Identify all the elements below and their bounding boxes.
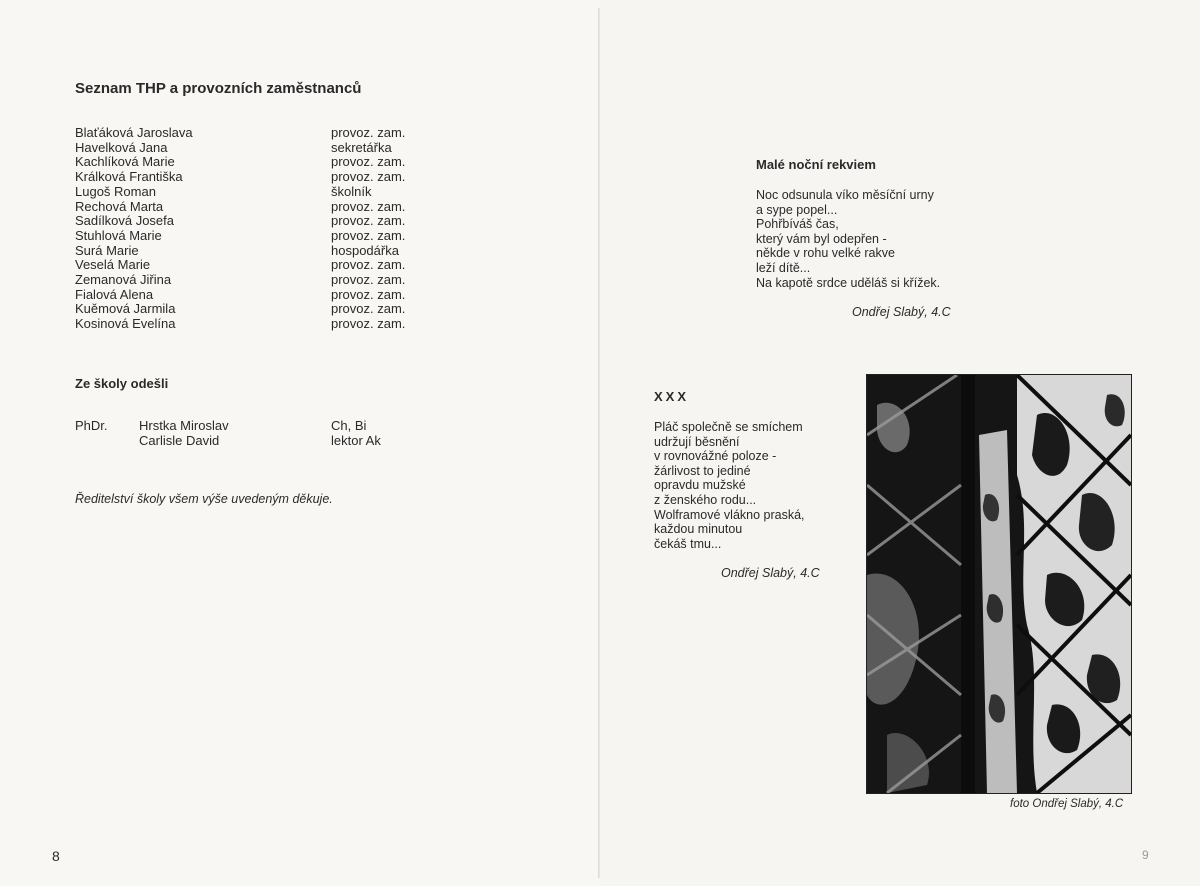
- poem1-title: Malé noční rekviem: [756, 157, 876, 172]
- staff-role: provoz. zam.: [331, 301, 406, 317]
- staff-role: sekretářka: [331, 139, 392, 155]
- poem-line: leží dítě...: [756, 260, 811, 275]
- staff-name: Kosinová Evelína: [75, 316, 176, 332]
- staff-name: Blaťáková Jaroslava: [75, 125, 193, 140]
- poem-line: opravdu mužské: [654, 478, 746, 493]
- poem1-body: [756, 188, 940, 290]
- book-spine: [598, 8, 600, 878]
- staff-role: provoz. zam.: [331, 198, 406, 214]
- poem-line: čekáš tmu...: [654, 536, 722, 551]
- thanks-note: Ředitelství školy všem výše uvedeným děkuje.: [75, 492, 333, 506]
- staff-role: hospodářka: [331, 242, 399, 258]
- poem2-author: Ondřej Slabý, 4.C: [721, 566, 820, 580]
- staff-name: Havelková Jana: [75, 139, 168, 155]
- staff-name: Surá Marie: [75, 242, 139, 258]
- staff-name: Kachlíková Marie: [75, 154, 175, 170]
- poem-line: Pláč společně se smíchem: [654, 420, 803, 434]
- staff-name: Stuhlová Marie: [75, 227, 162, 243]
- poem-line: a sype popel...: [756, 202, 838, 217]
- departed-title: Ze školy odešli: [75, 376, 169, 391]
- poem-line: někde v rohu velké rakve: [756, 246, 895, 261]
- poem-line: Pohřbíváš čas,: [756, 217, 839, 232]
- staff-list-title: Seznam THP a provozních zaměstnanců: [75, 80, 362, 97]
- poem-line: Na kapotě srdce uděláš si křížek.: [756, 275, 941, 290]
- staff-role: provoz. zam.: [331, 125, 406, 140]
- staff-role: provoz. zam.: [331, 169, 406, 185]
- poem-line: žárlivost to jediné: [654, 463, 751, 478]
- departed-subject: Ch, Bi: [331, 418, 367, 433]
- staff-name: Zemanová Jiřina: [75, 272, 172, 288]
- staff-role: provoz. zam.: [331, 213, 406, 229]
- staff-name: Kuěmová Jarmila: [75, 301, 176, 317]
- poem-line: Noc odsunula víko měsíční urny: [756, 188, 934, 202]
- staff-name: Sadílková Josefa: [75, 213, 175, 229]
- departed-subjects: [331, 419, 381, 448]
- staff-role: provoz. zam.: [331, 272, 406, 288]
- poem-line: Wolframové vlákno praská,: [654, 507, 805, 522]
- departed-names: [139, 419, 229, 448]
- poem2-body: [654, 420, 805, 551]
- poem-line: v rovnovážné poloze -: [654, 449, 777, 464]
- staff-name: Králková Františka: [75, 169, 183, 185]
- departed-subject: lektor Ak: [331, 432, 381, 448]
- poem-line: z ženského rodu...: [654, 492, 757, 507]
- staff-name: Veselá Marie: [75, 257, 151, 273]
- poem-line: který vám byl odepřen -: [756, 231, 887, 246]
- poem2-title: XXX: [654, 389, 690, 404]
- staff-names: [75, 126, 193, 332]
- photo-caption: foto Ondřej Slabý, 4.C: [1010, 798, 1124, 810]
- page-number-right: 9: [1142, 848, 1149, 862]
- staff-role: školník: [331, 183, 372, 199]
- page-number-left: 8: [52, 848, 60, 864]
- staff-name: Rechová Marta: [75, 198, 164, 214]
- departed-name: Hrstka Miroslav: [139, 418, 229, 433]
- staff-role: provoz. zam.: [331, 286, 406, 302]
- staff-role: provoz. zam.: [331, 227, 406, 243]
- departed-name: Carlisle David: [139, 432, 220, 448]
- poem1-author: Ondřej Slabý, 4.C: [852, 305, 951, 319]
- bw-photograph: [866, 374, 1132, 794]
- poem-line: každou minutou: [654, 522, 743, 537]
- staff-role: provoz. zam.: [331, 154, 406, 170]
- staff-name: Lugoš Roman: [75, 183, 156, 199]
- staff-role: provoz. zam.: [331, 316, 406, 332]
- departed-prefix: PhDr.: [75, 418, 108, 433]
- staff-role: provoz. zam.: [331, 257, 406, 273]
- staff-roles: [331, 126, 405, 332]
- staff-name: Fialová Alena: [75, 286, 154, 302]
- poem-line: udržují běsnění: [654, 434, 740, 449]
